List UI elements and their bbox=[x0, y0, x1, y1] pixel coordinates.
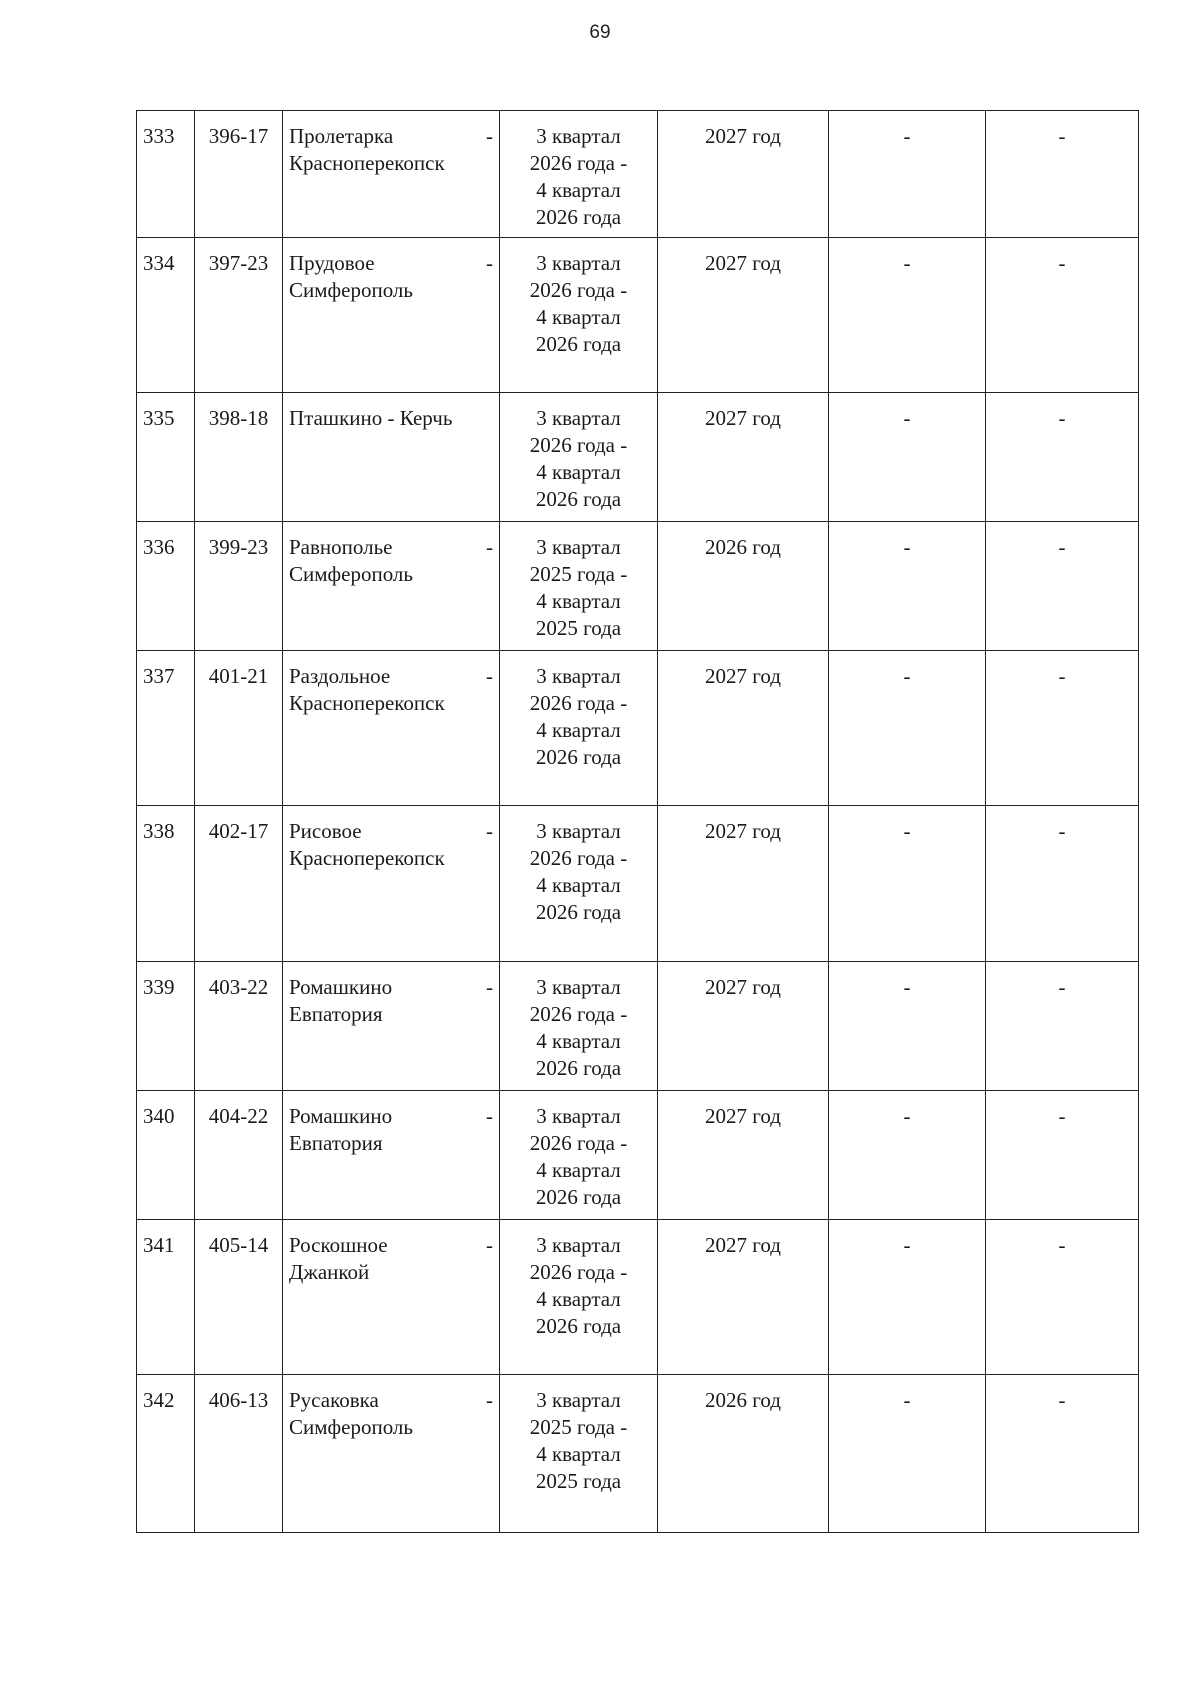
route-to: Красноперекопск bbox=[289, 846, 445, 870]
period-line: 3 квартал bbox=[536, 1388, 621, 1412]
year-cell: 2027 год bbox=[658, 651, 829, 806]
row-number: 335 bbox=[137, 393, 195, 522]
period-line: 3 квартал bbox=[536, 1233, 621, 1257]
period-cell bbox=[500, 651, 658, 806]
route-code: 404-22 bbox=[195, 1091, 283, 1220]
period-cell bbox=[500, 522, 658, 651]
route-to: Симферополь bbox=[289, 278, 413, 302]
year-cell: 2027 год bbox=[658, 806, 829, 962]
period-line: 2026 года - bbox=[529, 1260, 628, 1284]
row-number: 342 bbox=[137, 1375, 195, 1533]
table-row bbox=[137, 962, 1139, 1091]
dash-cell: - bbox=[986, 1220, 1139, 1375]
row-number: 339 bbox=[137, 962, 195, 1091]
table-row bbox=[137, 238, 1139, 393]
dash-cell: - bbox=[986, 1091, 1139, 1220]
dash-cell: - bbox=[829, 111, 986, 238]
table-row bbox=[137, 651, 1139, 806]
route-separator: - bbox=[486, 251, 493, 275]
dash-cell: - bbox=[829, 1375, 986, 1533]
route-code: 405-14 bbox=[195, 1220, 283, 1375]
period-line: 3 квартал bbox=[536, 124, 621, 148]
dash-cell: - bbox=[829, 1091, 986, 1220]
period-line: 2026 года - bbox=[529, 1131, 628, 1155]
dash-cell: - bbox=[986, 522, 1139, 651]
dash-cell: - bbox=[829, 522, 986, 651]
dash-cell: - bbox=[829, 651, 986, 806]
row-number: 334 bbox=[137, 238, 195, 393]
row-number: 336 bbox=[137, 522, 195, 651]
row-number: 341 bbox=[137, 1220, 195, 1375]
route-code: 396-17 bbox=[195, 111, 283, 238]
period-cell bbox=[500, 1091, 658, 1220]
period-line: 4 квартал bbox=[536, 1158, 621, 1182]
dash-cell: - bbox=[829, 238, 986, 393]
page-number: 69 bbox=[589, 22, 611, 43]
route-from: Роскошное bbox=[289, 1233, 388, 1257]
route-separator: - bbox=[486, 1388, 493, 1412]
year-cell: 2027 год bbox=[658, 393, 829, 522]
period-line: 3 квартал bbox=[536, 819, 621, 843]
period-line: 2026 года bbox=[535, 487, 622, 511]
route-separator: - bbox=[486, 124, 493, 148]
period-line: 4 квартал bbox=[536, 873, 621, 897]
route-code: 403-22 bbox=[195, 962, 283, 1091]
dash-cell: - bbox=[986, 651, 1139, 806]
period-cell bbox=[500, 1220, 658, 1375]
route-name bbox=[283, 111, 500, 238]
route-to: Евпатория bbox=[289, 1002, 383, 1026]
period-line: 2026 года bbox=[535, 205, 622, 229]
dash-cell: - bbox=[986, 962, 1139, 1091]
routes-table bbox=[136, 110, 1139, 1533]
route-separator: - bbox=[486, 1233, 493, 1257]
route-name bbox=[283, 238, 500, 393]
period-line: 4 квартал bbox=[536, 1287, 621, 1311]
year-cell: 2027 год bbox=[658, 238, 829, 393]
period-line: 3 квартал bbox=[536, 406, 621, 430]
dash-cell: - bbox=[829, 393, 986, 522]
dash-cell: - bbox=[986, 1375, 1139, 1533]
dash-cell: - bbox=[986, 238, 1139, 393]
table-row bbox=[137, 522, 1139, 651]
route-to: Красноперекопск bbox=[289, 151, 445, 175]
route-to: Симферополь bbox=[289, 562, 413, 586]
period-line: 4 квартал bbox=[536, 178, 621, 202]
route-code: 397-23 bbox=[195, 238, 283, 393]
route-code: 402-17 bbox=[195, 806, 283, 962]
route-from: Ромашкино bbox=[289, 975, 393, 999]
period-line: 2026 года bbox=[535, 1056, 622, 1080]
route-from: Русаковка bbox=[289, 1388, 379, 1412]
route-to: Джанкой bbox=[289, 1260, 370, 1284]
route-name bbox=[283, 806, 500, 962]
period-line: 2026 года - bbox=[529, 278, 628, 302]
period-line: 2026 года bbox=[535, 745, 622, 769]
period-line: 2025 года bbox=[535, 616, 622, 640]
route-name bbox=[283, 1091, 500, 1220]
period-line: 2026 года bbox=[535, 1185, 622, 1209]
route-name bbox=[283, 393, 500, 522]
table-row bbox=[137, 1091, 1139, 1220]
period-line: 4 квартал bbox=[536, 460, 621, 484]
row-number: 337 bbox=[137, 651, 195, 806]
route-separator: - bbox=[486, 664, 493, 688]
route-name bbox=[283, 1375, 500, 1533]
period-line: 4 квартал bbox=[536, 1442, 621, 1466]
route-name bbox=[283, 522, 500, 651]
year-cell: 2026 год bbox=[658, 522, 829, 651]
route-to: Евпатория bbox=[289, 1131, 383, 1155]
year-cell: 2027 год bbox=[658, 111, 829, 238]
year-cell: 2026 год bbox=[658, 1375, 829, 1533]
dash-cell: - bbox=[986, 393, 1139, 522]
period-line: 2026 года bbox=[535, 332, 622, 356]
route-name bbox=[283, 651, 500, 806]
period-line: 2026 года - bbox=[529, 433, 628, 457]
route-name bbox=[283, 962, 500, 1091]
route-from: Ромашкино bbox=[289, 1104, 393, 1128]
period-line: 2026 года - bbox=[529, 846, 628, 870]
period-cell bbox=[500, 111, 658, 238]
route-from: Прудовое bbox=[289, 251, 375, 275]
routes-table-body bbox=[137, 111, 1139, 1533]
dash-cell: - bbox=[829, 1220, 986, 1375]
table-row bbox=[137, 1375, 1139, 1533]
route-separator: - bbox=[486, 535, 493, 559]
table-row bbox=[137, 1220, 1139, 1375]
period-line: 2026 года bbox=[535, 900, 622, 924]
route-separator: - bbox=[486, 819, 493, 843]
route-code: 406-13 bbox=[195, 1375, 283, 1533]
period-line: 2025 года - bbox=[529, 1415, 628, 1439]
period-line: 3 квартал bbox=[536, 251, 621, 275]
dash-cell: - bbox=[986, 806, 1139, 962]
period-cell bbox=[500, 806, 658, 962]
period-cell bbox=[500, 238, 658, 393]
period-line: 3 квартал bbox=[536, 535, 621, 559]
period-cell bbox=[500, 1375, 658, 1533]
year-cell: 2027 год bbox=[658, 1091, 829, 1220]
route-separator: - bbox=[486, 975, 493, 999]
period-line: 2025 года bbox=[535, 1469, 622, 1493]
table-row bbox=[137, 111, 1139, 238]
row-number: 333 bbox=[137, 111, 195, 238]
dash-cell: - bbox=[829, 962, 986, 1091]
row-number: 338 bbox=[137, 806, 195, 962]
dash-cell: - bbox=[829, 806, 986, 962]
table-row bbox=[137, 806, 1139, 962]
period-cell bbox=[500, 393, 658, 522]
period-line: 2026 года - bbox=[529, 1002, 628, 1026]
route-from: Пташкино - Керчь bbox=[289, 406, 453, 430]
period-line: 3 квартал bbox=[536, 975, 621, 999]
route-from: Пролетарка bbox=[289, 124, 394, 148]
period-line: 2025 года - bbox=[529, 562, 628, 586]
period-line: 4 квартал bbox=[536, 589, 621, 613]
year-cell: 2027 год bbox=[658, 962, 829, 1091]
route-from: Равнополье bbox=[289, 535, 393, 559]
route-from: Рисовое bbox=[289, 819, 362, 843]
route-from: Раздольное bbox=[289, 664, 391, 688]
row-number: 340 bbox=[137, 1091, 195, 1220]
route-to: Красноперекопск bbox=[289, 691, 445, 715]
period-line: 2026 года bbox=[535, 1314, 622, 1338]
table-row bbox=[137, 393, 1139, 522]
route-separator: - bbox=[486, 1104, 493, 1128]
route-code: 398-18 bbox=[195, 393, 283, 522]
route-to: Симферополь bbox=[289, 1415, 413, 1439]
period-cell bbox=[500, 962, 658, 1091]
period-line: 4 квартал bbox=[536, 305, 621, 329]
route-name bbox=[283, 1220, 500, 1375]
period-line: 2026 года - bbox=[529, 691, 628, 715]
period-line: 3 квартал bbox=[536, 664, 621, 688]
period-line: 4 квартал bbox=[536, 1029, 621, 1053]
dash-cell: - bbox=[986, 111, 1139, 238]
period-line: 4 квартал bbox=[536, 718, 621, 742]
route-code: 401-21 bbox=[195, 651, 283, 806]
route-code: 399-23 bbox=[195, 522, 283, 651]
period-line: 2026 года - bbox=[529, 151, 628, 175]
year-cell: 2027 год bbox=[658, 1220, 829, 1375]
period-line: 3 квартал bbox=[536, 1104, 621, 1128]
